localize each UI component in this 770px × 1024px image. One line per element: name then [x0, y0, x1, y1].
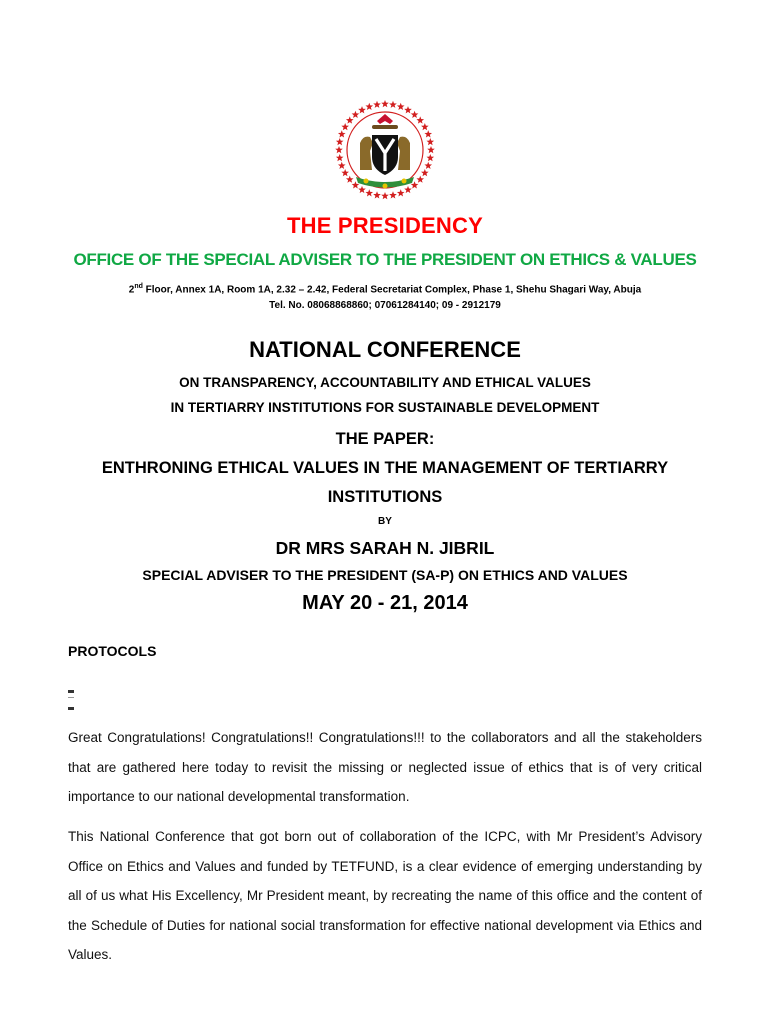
conference-subtitle-line2: IN TERTIARRY INSTITUTIONS FOR SUSTAINABLE DEVELOPMENT: [170, 400, 600, 415]
bullet-marker: [68, 707, 74, 710]
author-name: DR MRS SARAH N. JIBRIL: [275, 538, 495, 558]
address-floor-number: 2: [128, 284, 135, 296]
address-text: Floor, Annex 1A, Room 1A, 2.32 – 2.42, Federal Secretariat Complex, Phase 1, Shehu Shagari Way, Abuja: [142, 284, 642, 296]
protocols-heading: PROTOCOLS: [68, 643, 157, 659]
office-heading: OFFICE OF THE SPECIAL ADVISER TO THE PRESIDENT ON ETHICS & VALUES: [73, 250, 697, 269]
paper-label: THE PAPER:: [335, 430, 435, 448]
address-floor-suffix: nd: [134, 283, 143, 290]
office-telephone: Tel. No. 08068868860; 07061284140; 09 - 2912179: [269, 300, 501, 311]
office-address: [0, 283, 770, 295]
conference-title: NATIONAL CONFERENCE: [249, 337, 521, 362]
coat-of-arms-seal-icon: [330, 95, 440, 205]
paper-title-line1: ENTHRONING ETHICAL VALUES IN THE MANAGEMENT OF TERTIARRY: [101, 459, 669, 477]
conference-subtitle-line1: ON TRANSPARENCY, ACCOUNTABILITY AND ETHICAL VALUES: [179, 375, 591, 390]
paragraph-congratulations: Great Congratulations! Congratulations!! Congratulations!!! to the collaborators and all the stakeholders that are gathered here today to revisit the missing or neglected issue of ethics that is of very critical importance to our national developmental transformation.: [68, 730, 702, 804]
bullet-marker: [68, 690, 74, 693]
paper-title-line2: INSTITUTIONS: [327, 488, 443, 506]
by-label: BY: [378, 516, 392, 527]
bullet-marker: [68, 697, 74, 698]
paragraph-conference-origin: This National Conference that got born out of collaboration of the ICPC, with Mr President’s Advisory Office on Ethics and Values and funded by TETFUND, is a clear evidence of emerging understanding by all of us what His Excellency, Mr President meant, by recreating the name of this office and the content of the Schedule of Duties for national social transformation for effective national development via Ethics and Values.: [68, 829, 702, 962]
conference-date: MAY 20 - 21, 2014: [302, 592, 468, 614]
author-role: SPECIAL ADVISER TO THE PRESIDENT (SA-P) ON ETHICS AND VALUES: [142, 567, 628, 583]
presidency-heading: THE PRESIDENCY: [287, 213, 483, 238]
